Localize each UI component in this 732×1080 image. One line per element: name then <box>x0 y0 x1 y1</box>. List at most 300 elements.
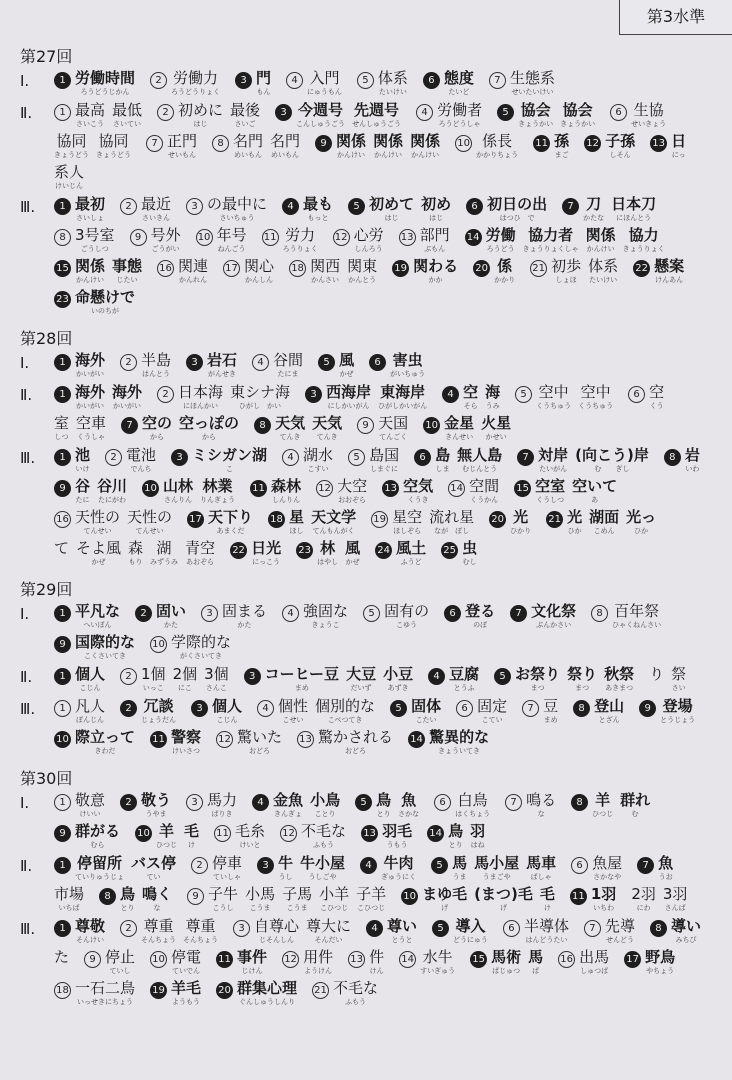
word-text: 事件 <box>237 948 268 966</box>
furigana-reading: ばしゃ <box>530 873 552 881</box>
answer-word <box>567 508 582 536</box>
answer-item <box>223 257 281 287</box>
word-text: 光 <box>513 508 529 526</box>
answer-item <box>465 226 672 256</box>
furigana-reading: こうま <box>249 904 271 912</box>
word-text: 初歩 <box>551 257 582 275</box>
word-text: 空 <box>649 383 665 401</box>
furigana-reading: ひつじ <box>592 810 614 818</box>
furigana-reading: ば <box>532 967 540 975</box>
answer-item <box>157 257 215 287</box>
word-text: 関わる <box>413 257 459 275</box>
furigana-reading: うしごや <box>308 873 337 881</box>
furigana-reading: けんあん <box>655 276 684 284</box>
word-text: 導入 <box>455 917 486 935</box>
answer-item <box>54 195 112 225</box>
item-number-badge: 2 <box>120 794 137 811</box>
answer-word <box>420 948 455 976</box>
word-text: 孫 <box>554 132 570 150</box>
answer-word <box>306 917 351 945</box>
answer-word <box>551 257 581 285</box>
word-text: まゆ毛 <box>422 885 468 903</box>
furigana-reading: こせい <box>282 716 304 724</box>
answer-list <box>54 602 720 663</box>
answer-word <box>178 101 223 129</box>
answer-item <box>201 602 274 632</box>
furigana-reading: む <box>631 810 639 818</box>
word-text: 労働時間 <box>75 69 136 87</box>
answer-word <box>75 446 90 474</box>
answer-item <box>571 791 657 821</box>
answer-word <box>592 854 622 882</box>
answer-word <box>126 446 156 474</box>
answer-word <box>413 257 458 285</box>
level-tab: 第3水準 <box>619 0 732 35</box>
furigana-reading: うみ <box>485 402 500 410</box>
furigana-reading: こ <box>226 465 234 473</box>
answer-item <box>456 697 514 727</box>
item-number-badge: 3 <box>186 794 203 811</box>
answer-item <box>522 697 565 727</box>
item-number-badge: 4 <box>286 72 303 89</box>
word-text: 岩石 <box>207 351 238 369</box>
word-text: 係 <box>497 257 513 275</box>
answer-item <box>562 195 663 225</box>
item-number-badge: 4 <box>442 386 459 403</box>
answer-item <box>54 854 183 884</box>
answer-item <box>54 257 149 287</box>
furigana-reading: まめ <box>294 684 309 692</box>
word-text: 冗談 <box>143 697 174 715</box>
furigana-reading: かんけい <box>337 151 366 159</box>
furigana-reading: すいぎゅう <box>420 967 456 975</box>
word-text: 子馬 <box>282 885 313 903</box>
item-number-badge: 10 <box>455 135 472 152</box>
furigana-reading: かいがい <box>113 402 142 410</box>
word-text: 祭り <box>567 665 598 683</box>
word-text: 小鳥 <box>310 791 341 809</box>
word-text: 半島 <box>141 351 172 369</box>
item-number-badge: 21 <box>312 982 329 999</box>
word-text: 西海岸 <box>326 383 372 401</box>
furigana-reading: まめ <box>543 716 558 724</box>
furigana-reading: じょうだん <box>141 716 177 724</box>
item-number-badge: 8 <box>54 229 71 246</box>
word-text: 鳴る <box>526 791 557 809</box>
answer-word <box>620 791 650 819</box>
furigana-reading: はじ <box>384 214 399 222</box>
furigana-reading: な <box>537 810 545 818</box>
answer-word <box>200 477 235 505</box>
furigana-reading: じたい <box>116 276 138 284</box>
answer-word <box>244 257 274 285</box>
answer-word <box>403 477 433 505</box>
answer-item <box>423 69 481 99</box>
furigana-reading: まつ <box>575 684 590 692</box>
furigana-reading: さいご <box>234 120 256 128</box>
answer-item <box>54 288 142 318</box>
furigana-reading: いちば <box>58 904 80 912</box>
item-number-badge: 14 <box>408 731 425 748</box>
word-text: 登場 <box>662 697 693 715</box>
word-text: 協同 <box>56 132 87 150</box>
answer-word <box>96 132 131 160</box>
answer-word <box>54 948 69 967</box>
answer-item <box>530 257 625 287</box>
answer-item <box>142 477 242 507</box>
furigana-reading: ていりゅうじょ <box>75 873 124 881</box>
section-numeral: Ⅱ. <box>20 668 33 686</box>
word-text: 空っぽの <box>179 414 240 432</box>
furigana-reading: めいもん <box>234 151 263 159</box>
answer-list <box>54 351 720 381</box>
furigana-reading: いっせきにちょう <box>77 998 133 1006</box>
answer-word <box>346 665 376 693</box>
furigana-reading: むら <box>90 841 105 849</box>
word-text: 尊い <box>387 917 418 935</box>
chapter-title: 第27回 <box>20 47 73 66</box>
word-text: 島国 <box>369 446 400 464</box>
answer-item <box>54 822 127 852</box>
item-number-badge: 16 <box>157 260 174 277</box>
section <box>20 854 720 915</box>
answer-word <box>486 226 516 254</box>
item-number-badge: 22 <box>633 260 650 277</box>
item-number-badge: 1 <box>54 920 71 937</box>
item-number-badge: 22 <box>230 542 247 559</box>
word-text: 東シナ海 <box>230 383 291 401</box>
word-text: 群集心理 <box>237 979 298 997</box>
word-text: 停車 <box>212 854 243 872</box>
answer-word <box>278 854 293 882</box>
answer-word <box>54 539 69 567</box>
section <box>20 69 720 99</box>
word-text: 毛 <box>539 885 555 903</box>
answer-item <box>54 728 142 758</box>
word-text: 最も <box>303 195 334 213</box>
answer-item <box>503 917 576 947</box>
answer-item <box>54 446 97 476</box>
furigana-reading: なが ぼし <box>434 527 470 535</box>
word-text: 対岸 <box>538 446 569 464</box>
furigana-reading: かいがい <box>76 402 104 410</box>
furigana-reading: たにがわ <box>98 496 127 504</box>
item-number-badge: 3 <box>235 72 252 89</box>
answer-item <box>268 508 363 538</box>
answer-item <box>427 822 492 852</box>
answer-word <box>356 885 386 913</box>
section-numeral: Ⅰ. <box>20 354 30 372</box>
word-text: 羊 <box>159 822 175 840</box>
answer-item <box>54 351 112 381</box>
furigana-reading: そんけい <box>76 936 104 944</box>
word-text: 最初 <box>75 195 106 213</box>
word-text: 小豆 <box>383 665 414 683</box>
word-text: 害虫 <box>392 351 423 369</box>
word-text: 日 <box>671 132 687 150</box>
answer-list <box>54 101 720 193</box>
word-text: 空の <box>142 414 173 432</box>
answer-word <box>333 979 378 1007</box>
item-number-badge: 20 <box>473 260 490 277</box>
item-number-badge: 1 <box>54 354 71 371</box>
answer-word <box>54 163 84 191</box>
word-text: 労力 <box>285 226 316 244</box>
item-number-badge: 7 <box>510 605 527 622</box>
furigana-reading: たいけい <box>589 276 618 284</box>
answer-word <box>518 101 553 129</box>
answer-item <box>514 477 624 507</box>
answer-word <box>583 195 604 223</box>
word-text: 年号 <box>216 226 247 244</box>
word-text: 林 <box>320 539 336 557</box>
answer-item <box>649 665 693 695</box>
word-text: 馬小屋 <box>474 854 520 872</box>
answer-word <box>173 665 198 693</box>
answer-word <box>303 195 333 223</box>
answer-word <box>392 508 422 536</box>
answer-item <box>517 446 656 476</box>
answer-list <box>54 69 720 99</box>
word-text: 馬術 <box>491 948 522 966</box>
word-text: 群れ <box>620 791 651 809</box>
item-number-badge: 6 <box>369 354 386 371</box>
answer-word <box>481 414 511 442</box>
answer-item <box>150 948 208 978</box>
item-number-badge: 7 <box>637 857 654 874</box>
furigana-reading: にっ <box>671 151 686 159</box>
word-text: 金魚 <box>273 791 304 809</box>
item-number-badge: 1 <box>54 794 71 811</box>
word-text: 労働者 <box>437 101 483 119</box>
furigana-reading: こじん <box>216 716 238 724</box>
furigana-reading: だいず <box>350 684 372 692</box>
answer-word <box>237 948 267 976</box>
answer-word <box>339 351 354 379</box>
answer-word <box>474 885 533 913</box>
furigana-reading: そんちょう <box>141 936 177 944</box>
answer-word <box>631 885 656 913</box>
answer-word <box>538 446 568 474</box>
furigana-reading: うま <box>452 873 467 881</box>
answer-item <box>282 195 340 225</box>
word-text: 門 <box>256 69 272 87</box>
answer-word <box>382 822 412 850</box>
answer-word <box>452 854 467 882</box>
furigana-reading: きょうかい <box>518 120 554 128</box>
item-number-badge: 6 <box>610 104 627 121</box>
furigana-reading: もっと <box>307 214 329 222</box>
word-text: 初めて <box>369 195 415 213</box>
item-number-badge: 12 <box>280 825 297 842</box>
answer-word <box>510 69 555 97</box>
word-text: 水牛 <box>422 948 453 966</box>
answer-item <box>357 69 415 99</box>
word-text: 子牛 <box>208 885 239 903</box>
word-text: 牛 <box>278 854 294 872</box>
item-number-badge: 6 <box>414 449 431 466</box>
answer-word <box>378 69 408 97</box>
item-number-badge: 6 <box>503 920 520 937</box>
answer-word <box>312 414 342 442</box>
item-number-badge: 3 <box>186 198 203 215</box>
word-text: 青空 <box>185 539 216 557</box>
answer-item <box>348 446 406 476</box>
answer-list <box>54 383 720 444</box>
furigana-reading: はくちょう <box>455 810 491 818</box>
item-number-badge: 1 <box>54 198 71 215</box>
answer-word <box>171 979 201 1007</box>
furigana-reading: まご <box>554 151 569 159</box>
furigana-reading: うもう <box>386 841 408 849</box>
answer-word <box>347 257 377 285</box>
furigana-reading: きょうどう <box>96 151 131 159</box>
answer-item <box>187 885 393 915</box>
answer-word <box>75 854 124 882</box>
word-text: 驚いた <box>237 728 283 746</box>
answer-item <box>233 917 358 947</box>
word-text: 3羽 <box>662 885 688 903</box>
furigana-reading: とうと <box>391 936 413 944</box>
answer-word <box>273 791 303 819</box>
word-text: 最高 <box>75 101 106 119</box>
answer-word <box>75 602 120 630</box>
answer-item <box>99 885 179 915</box>
answer-item <box>571 854 629 884</box>
furigana-reading: から <box>150 433 165 441</box>
word-text: 体系 <box>588 257 619 275</box>
item-number-badge: 5 <box>432 920 449 937</box>
furigana-reading: ごうしつ <box>80 245 109 253</box>
answer-item <box>54 979 142 1009</box>
furigana-reading: ふもう <box>345 998 367 1006</box>
word-text: 馬 <box>528 948 544 966</box>
furigana-reading: みずうみ <box>150 558 179 566</box>
word-text: 最近 <box>141 195 172 213</box>
answer-word <box>487 195 547 223</box>
furigana-reading: がくさいてき <box>180 652 223 660</box>
item-number-badge: 5 <box>494 668 511 685</box>
furigana-reading: ふうど <box>400 558 422 566</box>
answer-word <box>591 885 616 913</box>
word-text: 牛小屋 <box>300 854 346 872</box>
answer-word <box>301 822 346 850</box>
item-number-badge: 10 <box>135 825 152 842</box>
answer-word <box>127 508 172 536</box>
item-number-badge: 5 <box>355 794 372 811</box>
word-text: 白鳥 <box>457 791 488 809</box>
answer-word <box>75 633 135 661</box>
word-text: 関係 <box>410 132 441 150</box>
answer-item <box>146 132 204 162</box>
answer-item <box>275 101 408 131</box>
chapter-title: 第30回 <box>20 769 73 788</box>
answer-word <box>449 665 479 693</box>
furigana-reading: あまくだ <box>216 527 245 535</box>
answer-item <box>252 791 347 821</box>
furigana-reading: ひがしかいがん <box>378 402 428 410</box>
item-number-badge: 2 <box>120 354 137 371</box>
answer-item <box>252 351 310 381</box>
answer-word <box>474 854 519 882</box>
answer-word <box>654 257 684 285</box>
answer-item <box>533 132 576 162</box>
answer-word <box>54 414 69 442</box>
answer-word <box>296 101 345 129</box>
word-text: (まつ)毛 <box>474 885 533 903</box>
furigana-reading: ことり <box>314 810 336 818</box>
item-number-badge: 11 <box>150 731 167 748</box>
word-text: 3号室 <box>75 226 115 244</box>
furigana-reading: ほしぞら <box>393 527 422 535</box>
furigana-reading: かいがい <box>76 370 104 378</box>
word-text: 出馬 <box>579 948 610 966</box>
answer-word <box>336 132 366 160</box>
furigana-reading: たいけい <box>378 88 407 96</box>
item-number-badge: 4 <box>252 794 269 811</box>
furigana-reading: ろうどうしゃ <box>438 120 481 128</box>
furigana-reading: ひがし かい <box>239 402 282 410</box>
item-number-badge: 6 <box>444 605 461 622</box>
word-text: (向こう)岸 <box>575 446 649 464</box>
item-number-badge: 15 <box>470 951 487 968</box>
furigana-reading: こめん <box>593 527 615 535</box>
answer-item <box>54 791 112 821</box>
furigana-reading: ひかり <box>510 527 532 535</box>
word-text: 3個 <box>204 665 229 683</box>
furigana-reading: うお <box>658 873 673 881</box>
answer-word <box>75 383 105 411</box>
word-text: 停電 <box>171 948 202 966</box>
answer-word <box>212 854 242 882</box>
answer-word <box>378 414 408 442</box>
furigana-reading: おおぞら <box>338 496 367 504</box>
item-number-badge: 17 <box>624 951 641 968</box>
answer-word <box>663 885 688 913</box>
item-number-badge: 5 <box>390 700 407 717</box>
answer-word <box>233 132 263 160</box>
item-number-badge: 2 <box>105 449 122 466</box>
item-number-badge: 7 <box>146 135 163 152</box>
furigana-reading: ろうどうじかん <box>80 88 130 96</box>
answer-item <box>639 697 702 727</box>
item-number-badge: 2 <box>120 700 137 717</box>
answer-word <box>75 697 105 725</box>
answer-item <box>157 383 297 413</box>
answer-word <box>142 414 172 442</box>
answer-item <box>584 132 642 162</box>
word-text: 鳥 <box>376 791 392 809</box>
item-number-badge: 9 <box>54 480 71 497</box>
answer-item <box>216 728 289 758</box>
furigana-reading: こじん <box>79 684 101 692</box>
answer-item <box>120 697 183 727</box>
word-text: 東海岸 <box>380 383 426 401</box>
answer-item <box>214 822 272 852</box>
word-text: 谷間 <box>273 351 304 369</box>
item-number-badge: 3 <box>191 700 208 717</box>
answer-word <box>470 822 485 850</box>
furigana-reading: ていでん <box>172 967 201 975</box>
word-text: 鳴く <box>142 885 173 903</box>
answer-word <box>303 602 348 630</box>
item-number-badge: 8 <box>573 700 590 717</box>
answer-item <box>54 477 134 507</box>
item-number-badge: 11 <box>570 888 587 905</box>
answer-item <box>54 948 76 978</box>
furigana-reading: にゅうもん <box>307 88 342 96</box>
word-text: 協会 <box>520 101 551 119</box>
